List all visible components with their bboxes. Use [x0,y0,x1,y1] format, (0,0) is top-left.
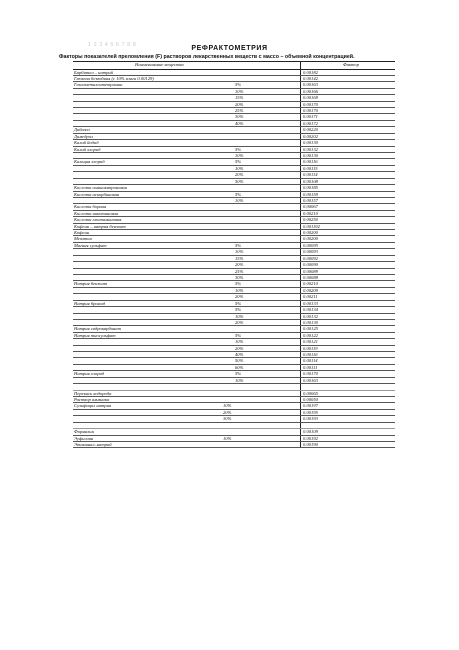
factor-value: 0.00220 [303,127,318,133]
refractometry-table [73,61,395,448]
factor-value: 0.00121 [303,339,318,345]
factor-value: 0.00209 [303,287,318,293]
factor-value: 0.00193 [303,416,318,422]
table-row [73,442,395,448]
factor-value: 0.00200 [303,230,318,236]
substance-name: Кислота аскорбиновая [74,191,120,197]
substance-name: Магния сульфат [74,242,107,248]
substance-name: Кофеин – натрия бензоат [74,223,126,229]
substance-name: Гексаметилентетрамин [74,82,123,88]
factor-value: 0.00088 [303,275,318,280]
factor-value: 0.00116 [303,159,318,165]
concentration: 5% [235,281,242,287]
factor-value: 0.00197 [303,403,318,409]
substance-name: Кислота никотиновая [74,210,118,216]
factor-value: 0.00108 [303,178,318,184]
factor-value: 0.00115 [303,165,318,171]
factor-value: 0.00166 [303,88,318,94]
factor-value: 0.00182 [303,69,318,75]
factor-value: 0.00114 [303,358,318,364]
substance-name: Барбитал – натрий [74,69,113,75]
factor-value: 0.00202 [303,133,318,139]
concentration: 5% [235,307,242,313]
concentration: 50% [235,358,244,364]
concentration: 10% [223,435,232,441]
substance-name: Кальция хлорид [74,159,105,165]
factor-value: 0.00172 [303,120,318,126]
substance-name: Этаминал–натрий [74,441,112,447]
substance-name: Калий йодид [74,140,99,146]
factor-value: 0.00093 [303,249,318,255]
substance-name: Кислота борная [74,204,107,210]
header-factor: Фактор [343,62,359,67]
concentration: 25% [235,268,244,274]
factor-value: 0.00065 [303,390,318,396]
table-body [73,70,395,449]
substance-name: Натрия тиосульфат [74,332,116,338]
factor-value: 0.00130 [303,140,318,146]
concentration: 10% [223,403,232,409]
substance-name: Раствор аммиака [74,397,110,403]
concentration: 20% [235,345,244,351]
substance-name: Кислота аминокапроновая [74,185,127,191]
factor-value: 0.00116 [303,352,318,358]
substance-name: Кислота глютаминовая [74,217,122,223]
factor-value: 0.00067 [303,204,318,210]
factor-value: 0.00170 [303,371,318,377]
concentration: 30% [235,275,244,280]
substance-name: Глюкоза безводная (с 10% влаги 0.00129) [74,75,154,81]
factor-value: 0.00134 [303,307,318,313]
substance-name: Димедрол [74,133,93,139]
factor-value: 0.00195 [303,409,318,415]
concentration: 20% [235,319,244,325]
factor-value: 0.00163 [303,377,318,383]
factor-value: 0.00092 [303,255,318,261]
factor-value: 0.00250 [303,217,318,223]
substance-name: Калий хлорид [74,146,101,152]
factor-value: 0.00133 [303,300,318,306]
substance-name: Эуфиллин [74,435,94,441]
concentration: 20% [235,262,244,268]
factor-value: 0.00119 [303,345,318,351]
concentration: 10% [235,249,244,255]
factor-value: 0.00170 [303,108,318,114]
factor-value: 0.00109 [303,429,318,435]
substance-name: Формалин [74,429,94,435]
factor-value: 0.00095 [303,242,318,248]
factor-value: 0.00157 [303,197,318,203]
faint-header-text: 1 2 3 4 5 6 7 8 9 [88,42,137,48]
concentration: 20% [223,409,232,415]
concentration: 5% [235,332,242,338]
concentration: 50% [235,178,244,184]
concentration: 10% [235,197,244,203]
substance-name: Сульфацил натрия [74,403,111,409]
factor-value: 0.00211 [303,294,318,300]
factor-value: 0.00169 [303,95,318,101]
factor-value: 0.00130 [303,319,318,325]
concentration: 60% [235,364,244,370]
factor-value: 0.00130 [303,152,318,158]
factor-value: 0.00114 [303,172,318,178]
factor-value: 0.001192 [303,223,320,229]
concentration: 5% [235,191,242,197]
concentration: 5% [235,159,242,165]
factor-value: 0.00163 [303,82,318,88]
concentration: 5% [235,371,242,377]
factor-value: 0.00159 [303,191,318,197]
concentration: 15% [235,255,244,261]
factor-value: 0.00170 [303,101,318,107]
page-subtitle: Факторы показателей преломления (F) растворов лекарственных веществ с массо – объемной концентрацией. [59,54,355,60]
concentration: 10% [235,287,244,293]
concentration: 15% [235,95,244,101]
factor-value: 0.00111 [303,364,318,370]
concentration: 25% [235,108,244,114]
factor-value: 0.00192 [303,435,318,441]
factor-value: 0.00125 [303,326,318,332]
page-title: РЕФРАКТОМЕТРИЯ [191,45,268,52]
substance-name: Натрия бензоат [74,281,108,287]
factor-value: 0.00142 [303,75,318,81]
substance-name: Кофеин [74,230,90,236]
table-header [73,61,395,70]
factor-value: 0.00089 [303,268,318,274]
concentration: 30% [235,114,244,120]
factor-value: 0.00050 [303,397,318,403]
concentration: 40% [235,352,244,358]
concentration: 20% [235,172,244,178]
factor-value: 0.00171 [303,114,318,120]
factor-value: 0.00210 [303,210,318,216]
concentration: 10% [235,377,244,383]
substance-name: Дибазол [74,127,90,133]
concentration: 5% [235,300,242,306]
substance-name: Натрия гидрокарбонат [74,326,121,332]
concentration: 20% [235,101,244,107]
factor-value: 0.00185 [303,185,318,191]
factor-value: 0.00132 [303,313,318,319]
concentration: 10% [235,165,244,171]
substance-name: Мезатон [74,236,92,242]
factor-value: 0.00210 [303,281,318,287]
concentration: 10% [235,313,244,319]
substance-name: Перекись водорода [74,390,112,396]
concentration: 5% [235,242,242,248]
concentration: 10% [235,88,244,94]
concentration: 10% [235,152,244,158]
substance-name: Натрия хлорид [74,371,105,377]
factor-value: 0.00090 [303,262,318,268]
factor-value: 0.00132 [303,146,318,152]
concentration: 20% [235,294,244,300]
concentration: 30% [223,416,232,422]
concentration: 40% [235,120,244,126]
concentration: 5% [235,146,242,152]
factor-value: 0.00122 [303,332,318,338]
concentration: 5% [235,82,242,88]
factor-value: 0.00190 [303,441,318,447]
substance-name: Натрия бромид [74,300,106,306]
header-substance: Наименование вещества [135,62,184,67]
factor-value: 0.00200 [303,236,318,242]
concentration: 10% [235,339,244,345]
